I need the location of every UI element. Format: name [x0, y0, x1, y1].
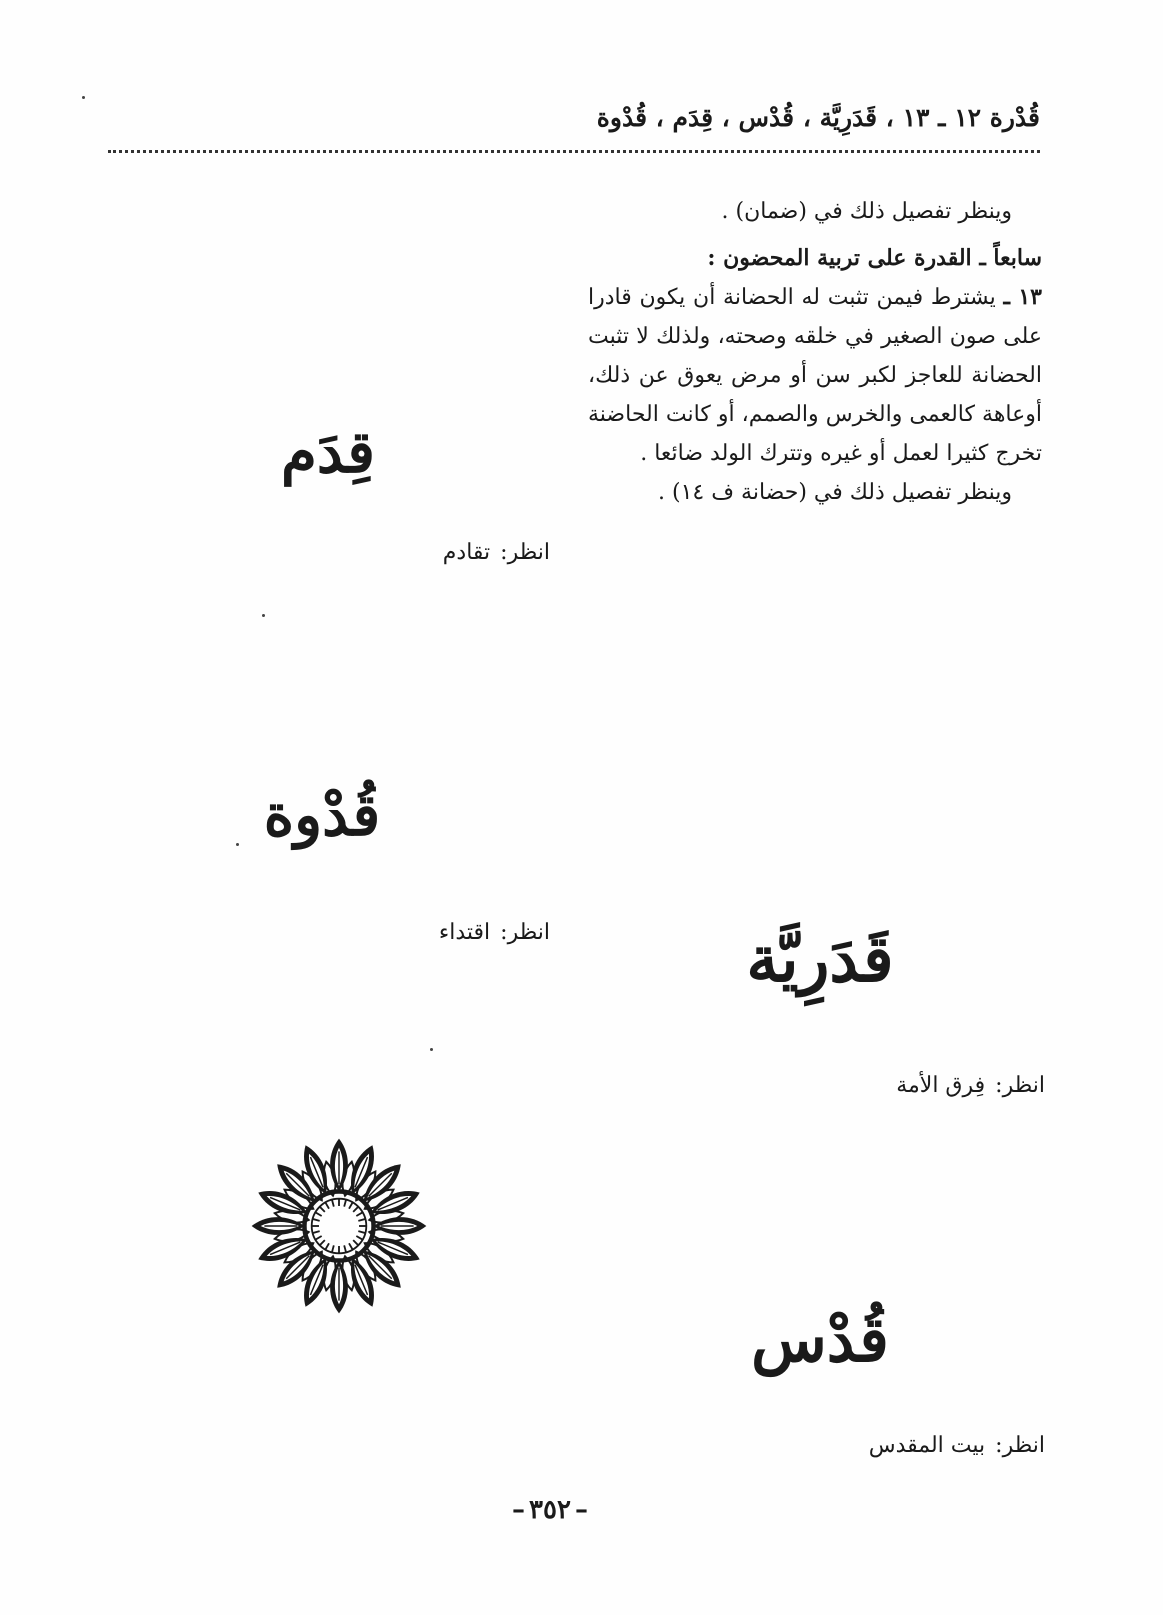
crossref-target: بيت المقدس — [868, 1433, 986, 1458]
paragraph-13 — [588, 278, 1042, 473]
rosette-tooth — [353, 1207, 358, 1212]
rosette-petal — [330, 1139, 348, 1192]
crossref-target: فِرق الأمة — [896, 1073, 986, 1098]
rosette-tooth — [344, 1200, 346, 1207]
headword-qudwa: قُدْوة — [263, 781, 381, 849]
text-column — [588, 192, 1042, 512]
crossref-qadam — [380, 537, 550, 569]
crossref-qadariyya — [800, 1070, 1045, 1102]
reference-line-damaan: وينظر تفصيل ذلك في (ضمان) . — [721, 199, 1012, 224]
crossref-quds — [790, 1430, 1045, 1462]
rosette-tooth — [332, 1200, 334, 1207]
scan-speck — [82, 96, 85, 99]
scan-speck — [262, 614, 265, 617]
page-number-value: ٣٥٢ — [529, 1495, 571, 1525]
rosette-tooth — [325, 1202, 329, 1208]
reference-line-hadana: وينظر تفصيل ذلك في (حضانة ف ١٤) . — [658, 480, 1012, 505]
running-header: قُدْرة ١٢ ـ ١٣ ، قَدَرِيَّة ، قُدْس ، قِدَم ، قُدْوة — [596, 103, 1040, 132]
rosette-tooth — [353, 1240, 358, 1245]
rosette-tooth — [332, 1245, 334, 1252]
headword-quds: قُدْس — [751, 1303, 889, 1376]
scan-speck — [236, 843, 239, 846]
headword-qadariyya: قَدَرِيَّة — [746, 922, 894, 997]
headword-qadam: قِدَم — [280, 418, 376, 486]
rosette-tooth — [313, 1219, 320, 1221]
section-heading: سابعاً ـ القدرة على تربية المحضون : — [707, 245, 1042, 271]
rosette-tooth — [349, 1202, 353, 1208]
paragraph-body: يشترط فيمن تثبت له الحضانة أن يكون قادرا على صون الصغير في خلقه وصحته، ولذلك لا تثبت الحضانة للعاجز لكبر سن أو مرض يعوق عن ذلك، أوعاهة كالعمى والخرس والصمم، أو كانت الحاضنة تخرج كثيرا لعمل أو غيره وتترك الولد ضائعا . — [588, 285, 1042, 466]
rosette-tooth — [358, 1231, 365, 1233]
rosette-petal — [374, 1217, 427, 1235]
paragraph-number: ١٣ ـ — [1003, 284, 1042, 310]
rosette-petal — [330, 1261, 348, 1314]
see-label: انظر: — [500, 540, 550, 565]
rosette-tooth — [325, 1243, 329, 1249]
rosette-tooth — [315, 1212, 321, 1216]
rosette-tooth — [315, 1236, 321, 1240]
rosette-tooth — [320, 1207, 325, 1212]
see-label: انظر: — [995, 1073, 1045, 1098]
page-number-dash-right: – — [574, 1495, 588, 1525]
crossref-qudwa — [370, 917, 550, 949]
rosette-tooth — [356, 1212, 362, 1216]
scan-speck — [430, 1048, 433, 1051]
page-number-dash-left: – — [512, 1495, 526, 1525]
rosette-petal — [252, 1217, 305, 1235]
rosette-tooth — [344, 1245, 346, 1252]
crossref-target: اقتداء — [438, 920, 491, 945]
rosette-tooth — [320, 1240, 325, 1245]
crossref-target: تقادم — [442, 540, 491, 565]
page-number — [480, 1495, 620, 1525]
see-label: انظر: — [995, 1433, 1045, 1458]
see-label: انظر: — [500, 920, 550, 945]
rosette-tooth — [313, 1231, 320, 1233]
floral-rosette-icon — [248, 1135, 430, 1317]
rosette-tooth — [356, 1236, 362, 1240]
header-dotted-rule — [108, 150, 1040, 153]
rosette-tooth — [349, 1243, 353, 1249]
rosette-tooth — [358, 1219, 365, 1221]
